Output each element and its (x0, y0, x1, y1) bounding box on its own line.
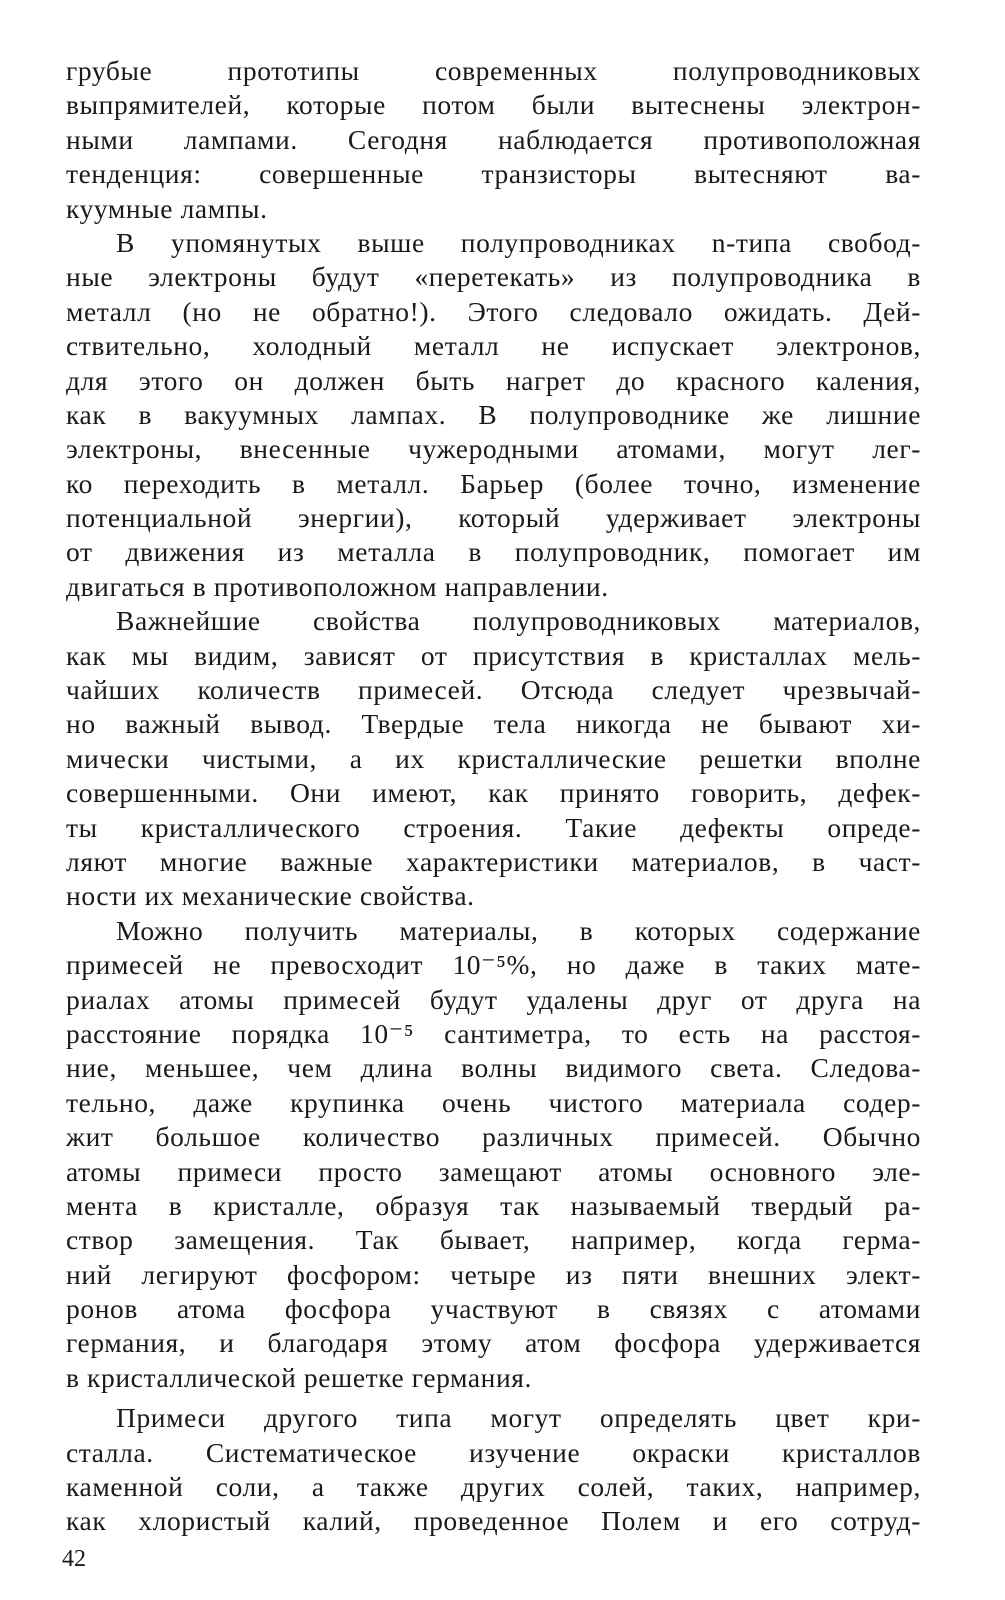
text-line: как мы видим, зависят от присутствия в кристаллах мель- (66, 639, 921, 671)
text-line: металл (но не обратно!). Этого следовало ожидать. Дей- (66, 295, 921, 327)
paragraph (66, 1401, 921, 1539)
text-line: ными лампами. Сегодня наблюдается противоположная (66, 123, 921, 155)
text-line: ности их механические свойства. (66, 880, 475, 912)
text-line: как в вакуумных лампах. В полупроводнике же лишние (66, 398, 921, 430)
text-line: атомы примеси просто замещают атомы основного эле- (66, 1155, 921, 1187)
text-line: ние, меньшее, чем длина волны видимого света. Следова- (66, 1052, 921, 1084)
text-line: куумные лампы. (66, 192, 268, 224)
text-line: но важный вывод. Твердые тела никогда не бывают хи- (66, 708, 921, 740)
text-line: Важнейшие свойства полупроводниковых материалов, (116, 605, 921, 637)
text-line: створ замещения. Так бывает, например, когда герма- (66, 1224, 921, 1256)
text-line: ко переходить в металл. Барьер (более точно, изменение (66, 467, 921, 499)
text-line: жит большое количество различных примесей. Обычно (66, 1121, 921, 1153)
text-line: ронов атома фосфора участвуют в связях с атомами (66, 1293, 921, 1325)
paragraph (66, 226, 921, 604)
text-line: чайших количеств примесей. Отсюда следует чрезвычай- (66, 674, 921, 706)
paragraph (66, 914, 921, 1395)
text-line: сталла. Систематическое изучение окраски кристаллов (66, 1436, 921, 1468)
text-line: в кристаллической решетке германия. (66, 1361, 533, 1393)
text-line: В упомянутых выше полупроводниках n-типа свобод- (116, 226, 921, 258)
text-line: германия, и благодаря этому атом фосфора удерживается (66, 1327, 921, 1359)
text-line: электроны, внесенные чужеродными атомами, могут лег- (66, 433, 921, 465)
text-line: Примеси другого типа могут определять цвет кри- (116, 1402, 921, 1434)
text-line: ствительно, холодный металл не испускает электронов, (66, 330, 921, 362)
text-line: ляют многие важные характеристики материалов, в част- (66, 845, 921, 877)
text-line: ты кристаллического строения. Такие дефекты опреде- (66, 811, 921, 843)
text-line: тельно, даже крупинка очень чистого материала содер- (66, 1086, 921, 1118)
text-line: тенденция: совершенные транзисторы вытесняют ва- (66, 158, 921, 190)
text-line: двигаться в противоположном направлении. (66, 570, 609, 602)
text-line: риалах атомы примесей будут удалены друг от друга на (66, 983, 921, 1015)
text-line: как хлористый калий, проведенное Полем и его сотруд- (66, 1505, 921, 1537)
text-line: мента в кристалле, образуя так называемый твердый ра- (66, 1189, 921, 1221)
paragraph (66, 604, 921, 914)
text-line: примесей не превосходит 10⁻⁵%, но даже в таких мате- (66, 949, 921, 981)
text-line: каменной соли, а также других солей, таких, например, (66, 1471, 921, 1503)
text-line: от движения из металла в полупроводник, помогает им (66, 536, 921, 568)
text-line: грубые прототипы современных полупроводниковых (66, 55, 921, 86)
text-line: выпрямителей, которые потом были вытеснены электрон- (66, 89, 921, 121)
text-line: мически чистыми, а их кристаллические решетки вполне (66, 742, 921, 774)
text-line: Можно получить материалы, в которых содержание (116, 914, 921, 946)
text-line: ний легируют фосфором: четыре из пяти внешних элект- (66, 1258, 921, 1290)
text-line: расстояние порядка 10⁻⁵ сантиметра, то есть на расстоя- (66, 1017, 921, 1049)
page-body (66, 54, 921, 1539)
paragraph (66, 54, 921, 226)
text-line: для этого он должен быть нагрет до красного каления, (66, 364, 921, 396)
text-line: совершенными. Они имеют, как принято говорить, дефек- (66, 777, 921, 809)
text-line: потенциальной энергии), который удерживает электроны (66, 502, 921, 534)
text-line: ные электроны будут «перетекать» из полупроводника в (66, 261, 921, 293)
page-number: 42 (62, 1546, 86, 1572)
